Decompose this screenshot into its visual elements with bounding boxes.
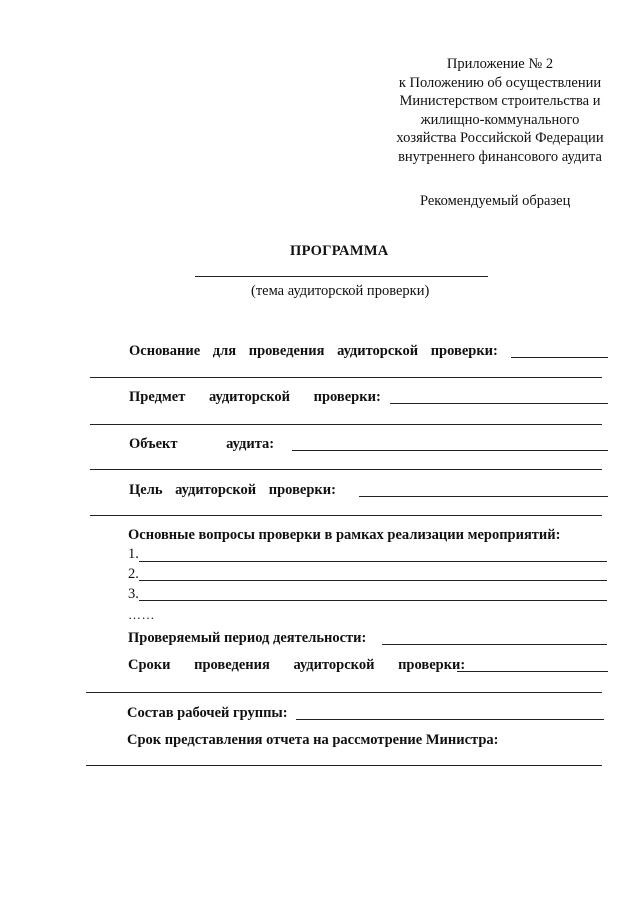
- basis-blank-line[interactable]: [511, 357, 608, 358]
- question-item-3-line[interactable]: [139, 600, 607, 601]
- object-continuation-line[interactable]: [90, 469, 602, 470]
- appendix-line-4: жилищно-коммунального: [420, 111, 580, 128]
- period-blank-line[interactable]: [382, 644, 607, 645]
- topic-blank-line[interactable]: [195, 276, 488, 277]
- object-label: Объект аудита:: [129, 436, 275, 452]
- report-deadline-label: Срок представления отчета на рассмотрение Министра:: [127, 732, 499, 748]
- team-blank-line[interactable]: [296, 719, 604, 720]
- appendix-line-2: к Положению об осуществлении: [398, 74, 602, 91]
- terms-continuation-line[interactable]: [86, 692, 602, 693]
- question-item-3-number: 3.: [128, 586, 139, 602]
- subject-blank-line[interactable]: [390, 403, 608, 404]
- question-item-2-number: 2.: [128, 566, 139, 582]
- more-items-ellipsis: ……: [128, 607, 155, 622]
- terms-label: Сроки проведения аудиторской проверки:: [128, 657, 466, 673]
- appendix-header: [370, 55, 630, 167]
- question-item-1-number: 1.: [128, 546, 139, 562]
- recommended-sample-label: Рекомендуемый образец: [420, 193, 571, 209]
- period-label: Проверяемый период деятельности:: [128, 630, 367, 646]
- basis-label: Основание для проведения аудиторской проверки:: [129, 343, 498, 359]
- appendix-line-3: Министерством строительства и: [399, 93, 601, 110]
- question-item-1-line[interactable]: [139, 561, 607, 562]
- terms-blank-line[interactable]: [457, 671, 608, 672]
- team-label: Состав рабочей группы:: [127, 705, 288, 721]
- topic-caption: (тема аудиторской проверки): [251, 283, 430, 299]
- appendix-line-5: хозяйства Российской Федерации: [396, 130, 604, 147]
- goal-blank-line[interactable]: [359, 496, 608, 497]
- subject-label: Предмет аудиторской проверки:: [129, 389, 381, 405]
- goal-label: Цель аудиторской проверки:: [129, 482, 336, 498]
- subject-continuation-line[interactable]: [90, 424, 602, 425]
- basis-continuation-line[interactable]: [90, 377, 602, 378]
- goal-continuation-line[interactable]: [90, 515, 602, 516]
- appendix-line-1: Приложение № 2: [446, 56, 554, 72]
- document-title: ПРОГРАММА: [290, 243, 389, 259]
- report-deadline-line[interactable]: [86, 765, 602, 766]
- appendix-line-6: внутреннего финансового аудита: [398, 148, 602, 165]
- object-blank-line[interactable]: [292, 450, 608, 451]
- main-questions-label: Основные вопросы проверки в рамках реализации мероприятий:: [128, 527, 561, 543]
- question-item-2-line[interactable]: [139, 580, 607, 581]
